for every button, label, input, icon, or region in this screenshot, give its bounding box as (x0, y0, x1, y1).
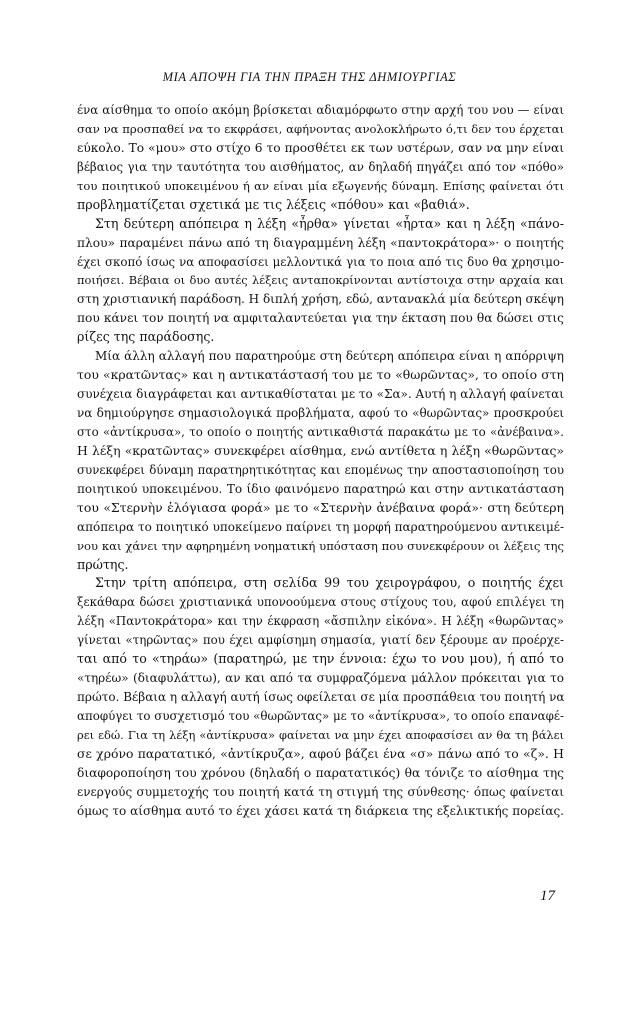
running-header: ΜΙΑ ΑΠΟΨΗ ΓΙΑ ΤΗΝ ΠΡΑΞΗ ΤΗΣ ΔΗΜΙΟΥΡΓΙΑΣ (162, 70, 457, 84)
text-line: λέξη «Παντοκράτορα» και την έκφραση «ἄσπιλην εἰκόνα». Η λέξη «θωρῶντας» (77, 614, 564, 629)
text-line: ποιήσει. Βέβαια οι δυο αυτές λέξεις ανταποκρίνονται αντίστοιχα στην αρχαία και (77, 273, 564, 288)
text-line: να δημιούργησε σημασιολογικά προβλήματα, αφού το «θωρῶντας» προσκρούει (77, 406, 564, 420)
text-line: απόπειρα το ποιητικό υποκείμενο παίρνει τη μορφή παρατηρούμενου αντικειμέ- (77, 519, 564, 534)
text-line: γίνεται «τηρῶντας» που έχει αμφίσημη σημασία, γιατί δεν ξέρουμε αν προέρχε- (77, 633, 564, 648)
text-line: ενεργούς συμμετοχής του ποιητή κατά τη στιγμή της σύνθεσης· όπως φαίνεται (77, 784, 564, 799)
text-line: όμως το αίσθημα αυτό το έχει χάσει κατά τη διάρκεια της εξελικτικής πορείας. (77, 803, 564, 818)
text-line: «τηρέω» (διαφυλάττω), αν και από τα συμφραζόμενα μάλλον πρόκειται για το (77, 671, 564, 686)
text-line: Μία άλλη αλλαγή που παρατηρούμε στη δεύτερη απόπειρα είναι η απόρριψη (95, 349, 564, 364)
text-line: συνέχεια διαγράφεται και αντικαθίσταται με το «Σα». Αυτή η αλλαγή φαίνεται (77, 387, 564, 402)
text-line: στη χριστιανική παράδοση. Η διπλή χρήση, εδώ, αντανακλά μία δεύτερη σκέψη (77, 292, 564, 307)
text-line: του «κρατῶντας» και η αντικατάστασή του με το «θωρῶντας», το οποίο στη (77, 367, 564, 383)
text-line: προβληματίζεται σχετικά με τις λέξεις «πόθου» και «βαθιά». (77, 196, 470, 212)
text-line: Στη δεύτερη απόπειρα η λέξη «ἦρθα» γίνεται «ἦρτα» και η λέξη «πάνο- (95, 215, 564, 231)
text-line: συνεκφέρει δύναμη παρατηρητικότητας και επομένως την αποστασιοποίηση του (77, 462, 564, 477)
text-line: πρώτης. (77, 556, 129, 572)
text-line: ται από το «τηράω» (παρατηρώ, με την έννοια: έχω το νου μου), ή από το (77, 651, 564, 667)
text-line: εύκολο. Το «μου» στο στίχο 6 το προσθέτει εκ των υστέρων, σαν να μην είναι (77, 140, 564, 155)
text-line: ξεκάθαρα δώσει χριστιανικά υπονοούμενα στους στίχους του, αφού επιλέγει τη (77, 595, 564, 610)
text-line: πλου» παραμένει πάνω από τη διαγραμμένη λέξη «παντοκράτορα»· ο ποιητής (77, 235, 564, 250)
text-line: του «Στερνὴν ἐλόγιασα φορά» με το «Στερνὴν ἀνέβαινα φορά»· στη δεύτερη (77, 499, 564, 515)
text-line: του ποιητικού υποκειμένου ή αν είναι μία εξωγενής δύναμη. Επίσης φαίνεται ότι (77, 178, 564, 193)
text-line: διαφοροποίηση του χρόνου (δηλαδή ο παρατατικός) θα τόνιζε το αίσθημα της (77, 765, 564, 780)
text-line: ποιητικού υποκειμένου. Το ίδιο φαινόμενο παρατηρώ και στην αντικατάσταση (77, 481, 564, 496)
text-line: πρώτο. Βέβαια η αλλαγή αυτή ίσως οφείλεται σε μία προσπάθεια του ποιητή να (77, 690, 564, 705)
text-line: αποφύγει το συσχετισμό του «θωρῶντας» με το «ἀντίκρυσα», το οποίο επαναφέ- (77, 709, 564, 723)
text-line: που κάνει τον ποιητή να αμφιταλαντεύεται για την έκταση που θα δώσει στις (77, 311, 564, 326)
page-number: 17 (540, 888, 555, 904)
text-line: ρει εδώ. Για τη λέξη «ἀντίκρυσα» φαίνεται να μην έχει αποφασίσει αν θα τη βάλει (77, 727, 564, 742)
text-line: Στην τρίτη απόπειρα, στη σελίδα 99 του χειρογράφου, ο ποιητής έχει (95, 575, 564, 591)
text-line: ένα αίσθημα το οποίο ακόμη βρίσκεται αδιαμόρφωτο στην αρχή του νου — είναι (77, 103, 564, 117)
body-text (77, 101, 564, 821)
text-line: νου και χάνει την αφηρημένη νοηματική υπόσταση που συνεκφέρουν οι λέξεις της (77, 538, 564, 553)
text-line: ρίζες της παράδοσης. (77, 329, 215, 345)
text-line: στο «ἀντίκρυσα», το οποίο ο ποιητής αντικαθιστά παρακάτω με το «ἀνέβαινα». (77, 424, 564, 439)
text-line: βέβαιος για την ταυτότητα του αισθήματος, αν δηλαδή πηγάζει από τον «πόθο» (77, 159, 564, 174)
text-line: σε χρόνο παρατατικό, «ἀντίκρυζα», αφού βάζει ένα «σ» πάνω από το «ζ». Η (77, 745, 564, 761)
text-line: Η λέξη «κρατῶντας» συνεκφέρει αίσθημα, ενώ αντίθετα η λέξη «θωρῶντας» (77, 442, 564, 458)
text-line: σαν να προσπαθεί να το εκφράσει, αφήνοντας ανολοκλήρωτο ό,τι δεν του έρχεται (77, 121, 564, 136)
text-line: έχει σκοπό ίσως να αποφασίσει μελλοντικά για το ποια από τις δυο θα χρησιμο- (77, 254, 564, 269)
